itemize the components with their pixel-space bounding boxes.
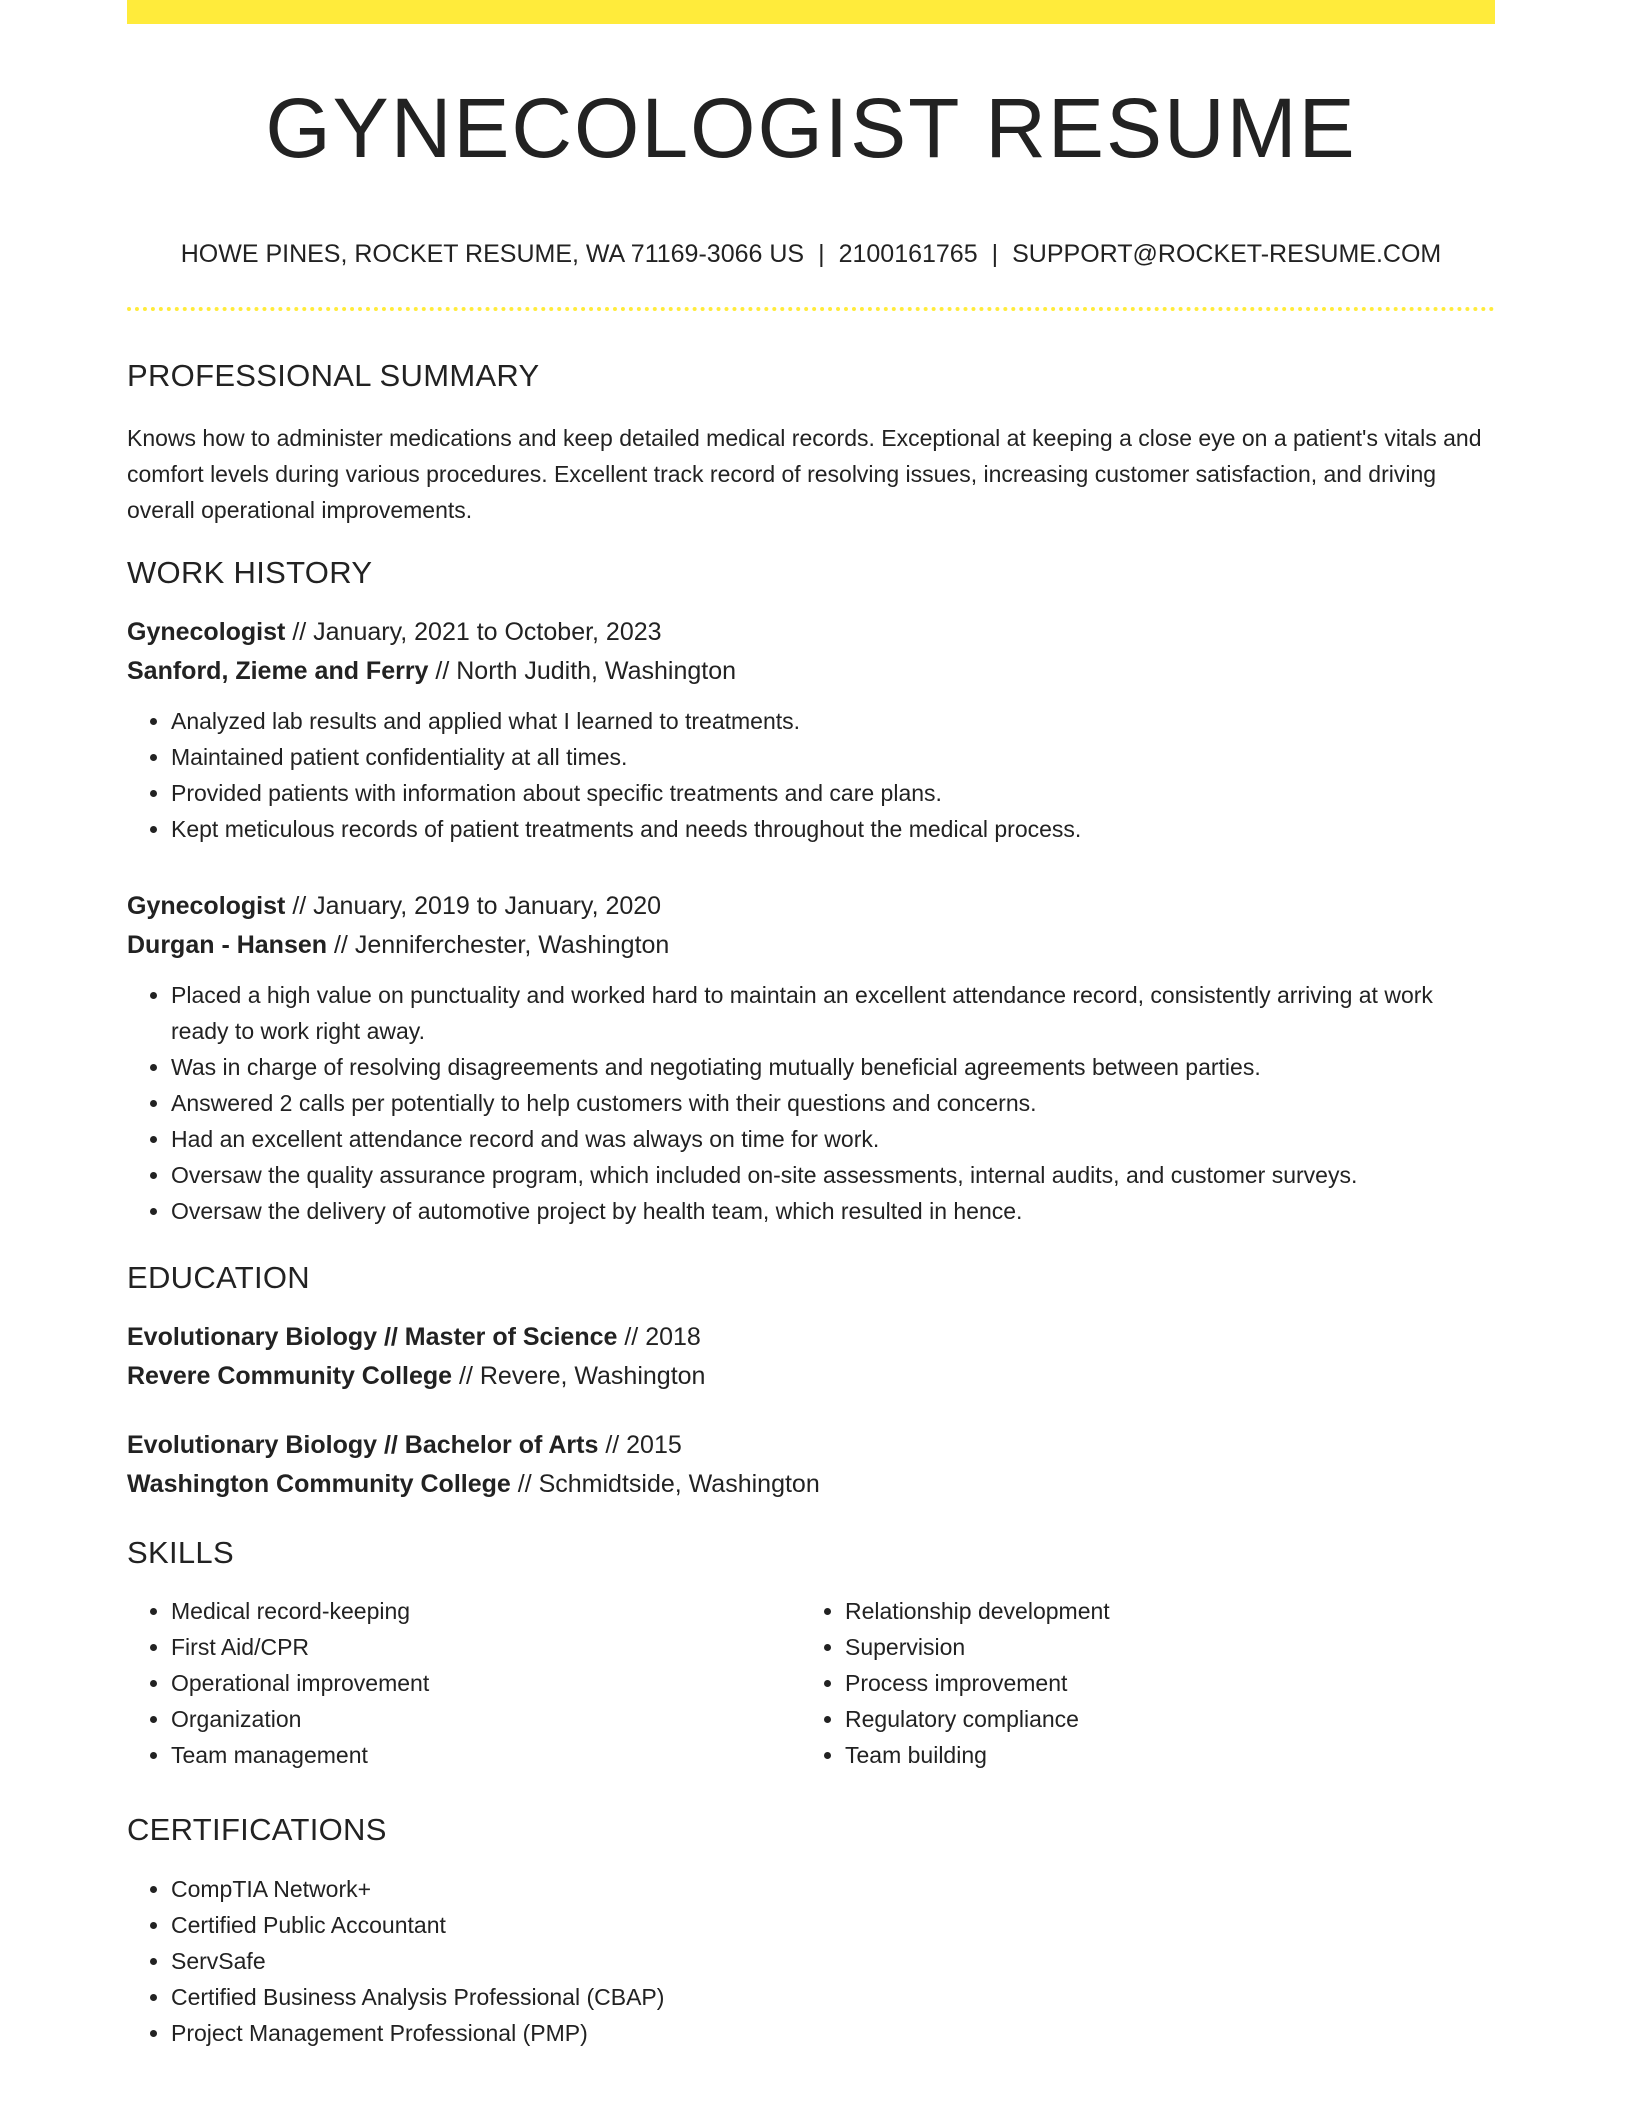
degree-line <box>127 1426 1495 1465</box>
job-entry <box>127 613 1495 847</box>
job-company: Sanford, Zieme and Ferry <box>127 656 429 685</box>
skills-list <box>801 1593 1475 1773</box>
school-name: Washington Community College <box>127 1470 511 1499</box>
education-entry <box>127 1426 1495 1504</box>
school-line <box>127 1465 1495 1504</box>
job-bullet: • Answered 2 calls per potentially to help customers with their questions and concerns. <box>171 1085 1495 1121</box>
job-bullets <box>127 977 1495 1229</box>
phone: 2100161765 <box>838 239 978 268</box>
skills-list <box>127 1593 801 1773</box>
resume-page <box>127 0 1495 2051</box>
contact-separator: | <box>991 239 999 268</box>
school-line <box>127 1357 1495 1396</box>
job-bullet: • Placed a high value on punctuality and worked hard to maintain an excellent attendance record, consistently arriving at work ready to work right away. <box>171 977 1495 1049</box>
education-entry <box>127 1318 1495 1396</box>
skill-item: • Regulatory compliance <box>845 1701 1475 1737</box>
skills-column-right <box>801 1593 1475 1773</box>
skill-item: • Organization <box>171 1701 801 1737</box>
skills-section <box>127 1534 1495 1773</box>
certification-item: • CompTIA Network+ <box>171 1871 1495 1907</box>
summary-heading: PROFESSIONAL SUMMARY <box>127 357 540 393</box>
job-bullet: • Oversaw the delivery of automotive project by health team, which resulted in hence. <box>171 1193 1495 1229</box>
job-bullet: • Oversaw the quality assurance program, which included on-site assessments, internal audits, and customer surveys. <box>171 1157 1495 1193</box>
certification-item: • Project Management Professional (PMP) <box>171 2015 1495 2051</box>
skill-item: • Team building <box>845 1737 1475 1773</box>
certification-item: • ServSafe <box>171 1943 1495 1979</box>
job-company-line <box>127 652 1495 691</box>
school-name: Revere Community College <box>127 1362 453 1391</box>
job-bullet: • Had an excellent attendance record and was always on time for work. <box>171 1121 1495 1157</box>
certification-item: • Certified Business Analysis Professional (CBAP) <box>171 1979 1495 2015</box>
dotted-divider <box>127 307 1495 311</box>
skills-columns <box>127 1593 1495 1773</box>
certifications-heading: CERTIFICATIONS <box>127 1812 387 1848</box>
school-location: // Revere, Washington <box>452 1362 706 1391</box>
skill-item: • Operational improvement <box>171 1665 801 1701</box>
skill-item: • Supervision <box>845 1629 1475 1665</box>
job-location: // North Judith, Washington <box>428 656 737 685</box>
job-title-line <box>127 613 1495 652</box>
education-heading: EDUCATION <box>127 1259 310 1295</box>
certifications-section <box>127 1811 1495 2050</box>
school-location: // Schmidtside, Washington <box>510 1470 820 1499</box>
graduation-year: // 2018 <box>617 1323 701 1352</box>
job-dates: // January, 2019 to January, 2020 <box>285 891 662 920</box>
degree-line <box>127 1318 1495 1357</box>
address: HOWE PINES, ROCKET RESUME, WA 71169-3066 US <box>180 239 805 268</box>
job-bullets <box>127 703 1495 847</box>
job-dates: // January, 2021 to October, 2023 <box>285 617 662 646</box>
resume-title: GYNECOLOGIST RESUME <box>265 81 1357 175</box>
summary-text: Knows how to administer medications and keep detailed medical records. Exceptional at keeping a close eye on a patient's vitals and comfort levels during various procedures. Excellent track record of resolving issues, increasing customer satisfaction, and driving overall operational improvements. <box>127 424 1482 523</box>
job-company: Durgan - Hansen <box>127 930 328 959</box>
certification-item: • Certified Public Accountant <box>171 1907 1495 1943</box>
contact-line <box>127 239 1495 269</box>
skill-item: • First Aid/CPR <box>171 1629 801 1665</box>
job-company-line <box>127 926 1495 965</box>
job-bullet: • Kept meticulous records of patient treatments and needs throughout the medical process. <box>171 811 1495 847</box>
skill-item: • Process improvement <box>845 1665 1475 1701</box>
degree: Evolutionary Biology // Master of Science <box>127 1323 618 1352</box>
education-section <box>127 1259 1495 1504</box>
skill-item: • Team management <box>171 1737 801 1773</box>
skills-column-left <box>127 1593 801 1773</box>
job-bullet: • Analyzed lab results and applied what I learned to treatments. <box>171 703 1495 739</box>
skills-heading: SKILLS <box>127 1535 234 1571</box>
work-history-section <box>127 554 1495 1229</box>
summary-section <box>127 357 1495 528</box>
skill-item: • Relationship development <box>845 1593 1475 1629</box>
graduation-year: // 2015 <box>598 1431 682 1460</box>
job-bullet: • Was in charge of resolving disagreements and negotiating mutually beneficial agreements between parties. <box>171 1049 1495 1085</box>
job-title: Gynecologist <box>127 891 286 920</box>
certifications-list <box>127 1871 1495 2051</box>
job-title-line <box>127 887 1495 926</box>
degree: Evolutionary Biology // Bachelor of Arts <box>127 1431 599 1460</box>
job-bullet: • Maintained patient confidentiality at all times. <box>171 739 1495 775</box>
job-entry <box>127 887 1495 1229</box>
job-title: Gynecologist <box>127 617 286 646</box>
job-location: // Jenniferchester, Washington <box>327 930 670 959</box>
job-bullet: • Provided patients with information about specific treatments and care plans. <box>171 775 1495 811</box>
email: SUPPORT@ROCKET-RESUME.COM <box>1012 239 1442 268</box>
contact-separator: | <box>818 239 825 268</box>
work-history-heading: WORK HISTORY <box>127 554 373 590</box>
accent-top-bar <box>127 0 1495 24</box>
skill-item: • Medical record-keeping <box>171 1593 801 1629</box>
